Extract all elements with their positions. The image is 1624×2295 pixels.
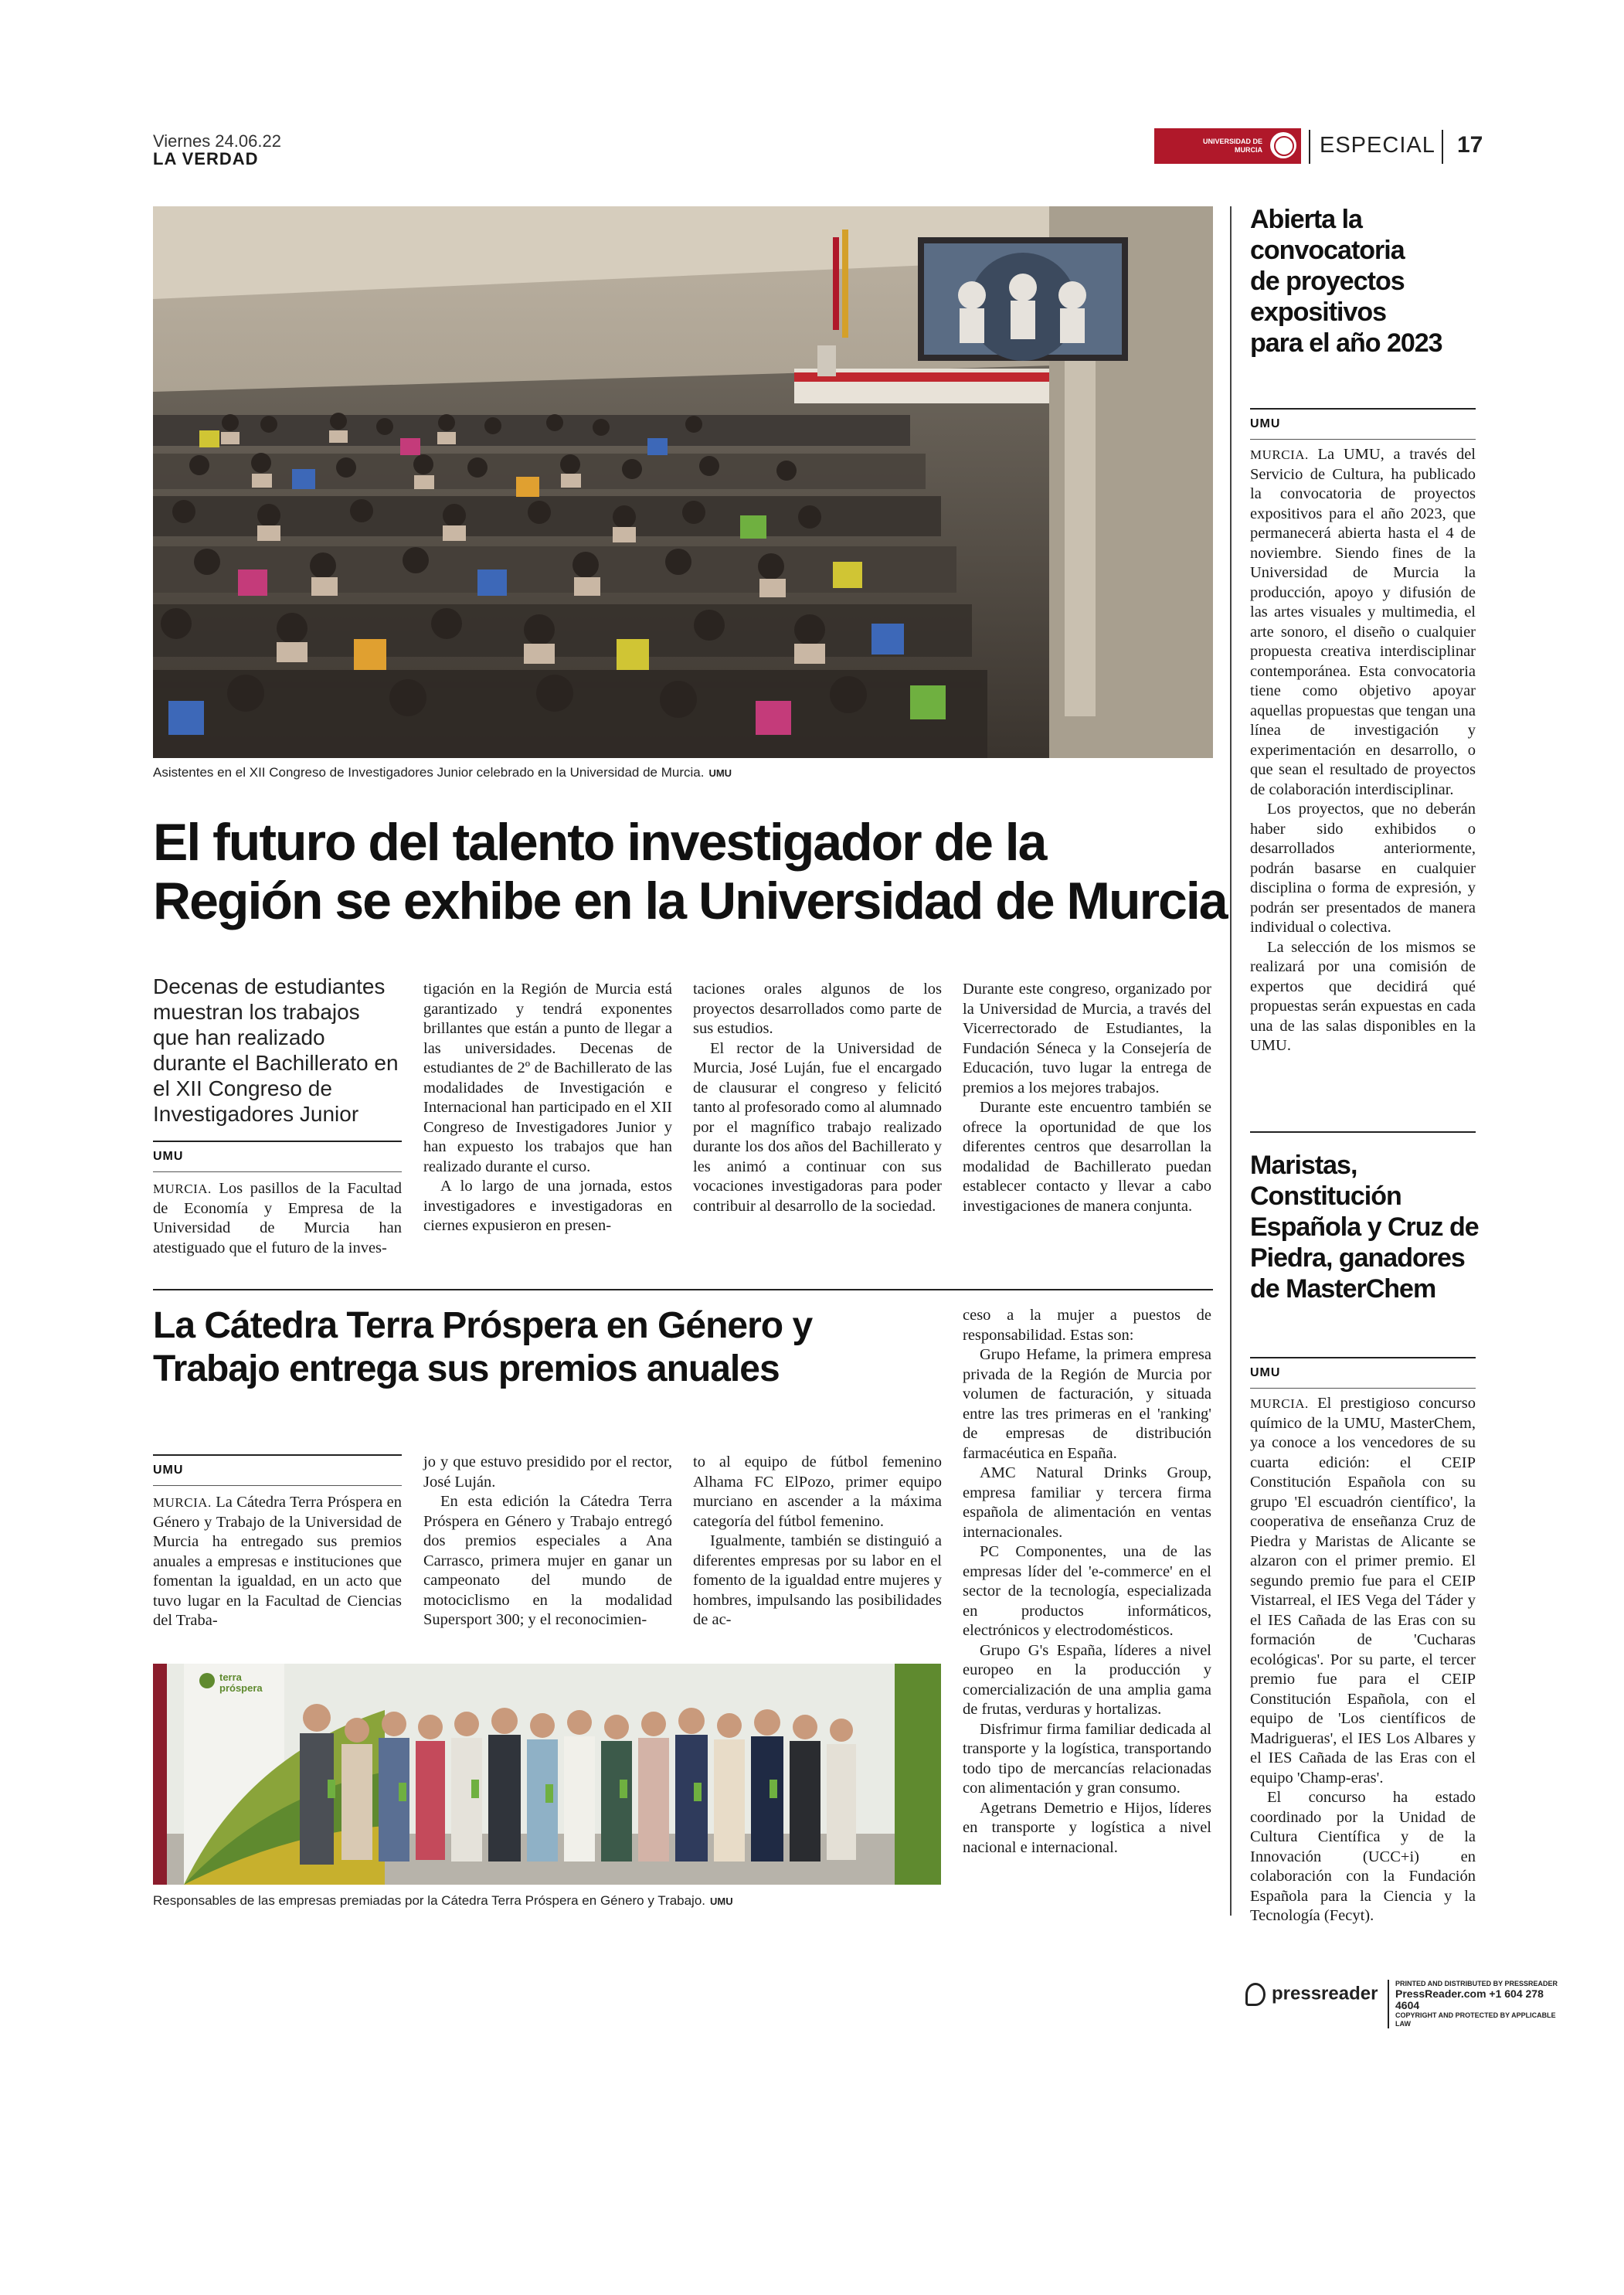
sidebar-headline-1 bbox=[1250, 204, 1528, 359]
sidebar-headline-2 bbox=[1250, 1150, 1528, 1304]
group-photo-caption bbox=[153, 1893, 733, 1909]
byline-rule bbox=[1250, 1357, 1476, 1358]
byline-rule bbox=[1250, 439, 1476, 440]
sidebar1-p1: La UMU, a través del Servicio de Cultura, ha publicado la convocatoria de proyectos expositivos para el año 2023, que permanecerá abierta hasta el 4 de noviembre. Siendo fines de la Universidad de Murcia la producción, apoyo y difusión de las artes visuales y multimedia, el arte sonoro, el diseño o cualquier propuesta creativa interdisciplinar contemporánea. Esta convocatoria tiene como objetivo apoyar aquellas propuestas que tengan una línea de investigación y experimentación en desarrollo, o que sean el resultado de proyectos de colaboración interdisciplinar. bbox=[1250, 446, 1476, 798]
byline-rule bbox=[153, 1171, 402, 1172]
byline-rule bbox=[1250, 408, 1476, 410]
second-col2-p1: jo y que estuvo presidido por el rector, José Luján. bbox=[423, 1454, 672, 1491]
second-headline-line2: Trabajo entrega sus premios anuales bbox=[153, 1348, 780, 1389]
caption-credit: UMU bbox=[708, 767, 732, 779]
sidebar-separator bbox=[1250, 1131, 1476, 1133]
printed-by: PRINTED AND DISTRIBUTED BY PRESSREADER bbox=[1395, 1980, 1558, 1987]
sidebar1-p3: La selección de los mismos se realizará por una comisión de expertos que decidirá qué propuestas serán expuestas en cada una de las salas disponibles en la UMU. bbox=[1250, 938, 1476, 1054]
university-logo-text: UNIVERSIDAD DE MURCIA bbox=[1202, 138, 1262, 154]
main-col2-p2: A lo largo de una jornada, estos investigadores e investigadoras en ciernes expusieron en presen- bbox=[423, 1178, 672, 1234]
main-col4-p2: Durante este encuentro también se ofrece la oportunidad de que los diferentes centros que desarrollan la modalidad de Bachillerato puedan establecer contacto y llevar a cabo investigaciones de manera conjunta. bbox=[963, 1099, 1211, 1215]
header-divider bbox=[1309, 130, 1310, 164]
university-logo bbox=[1154, 128, 1301, 164]
issue-date: Viernes 24.06.22 bbox=[153, 131, 281, 151]
sidebar-byline-1: UMU bbox=[1250, 417, 1281, 430]
award-group-photo bbox=[153, 1664, 941, 1885]
main-byline: UMU bbox=[153, 1150, 184, 1163]
sidebar-headline-2-line: Piedra, ganadores bbox=[1250, 1243, 1465, 1273]
sidebar-headline-2-line: Constitución bbox=[1250, 1182, 1401, 1211]
second-col4-p6: Disfrimur firma familiar dedicada al transporte y la logística, transportando todo tipo de mercancías relacionadas con alimentación y gran consumo. bbox=[963, 1720, 1211, 1797]
second-column-1 bbox=[153, 1493, 402, 1631]
main-col3-p2: El rector de la Universidad de Murcia, José Luján, fue el encargado de clausurar el congreso y felicitó tanto al profesorado como al alumnado por el magnífico trabajo realizado durante los dos años del Bachillerato y les animó a continuar con sus vocaciones investigadoras para poder contribuir al desarrollo de la sociedad. bbox=[693, 1039, 942, 1215]
caption-credit: UMU bbox=[710, 1896, 733, 1907]
byline-rule bbox=[153, 1454, 402, 1456]
sidebar-byline-2: UMU bbox=[1250, 1366, 1281, 1379]
sidebar-article-2-body bbox=[1250, 1394, 1476, 1926]
main-headline-line1: El futuro del talento investigador de la bbox=[153, 813, 1046, 872]
main-column-1 bbox=[153, 1179, 402, 1258]
sidebar-headline-2-line: Española y Cruz de bbox=[1250, 1212, 1479, 1242]
main-column-2 bbox=[423, 980, 672, 1236]
sidebar-divider bbox=[1230, 206, 1232, 1916]
second-col4-p7: Agetrans Demetrio e Hijos, líderes en transporte y logística a nivel nacional e internacional. bbox=[963, 1799, 1211, 1856]
sidebar-headline-2-line: de MasterChem bbox=[1250, 1274, 1436, 1304]
main-col2-p1: tigación en la Región de Murcia está garantizado y tendrá exponentes brillantes que están a punto de llegar a las universidades. Decenas de estudiantes de 2º de Bachillerato de las modalidades de Investigación e Internacional han participado en el XII Congreso de Investigadores Junior y han expuesto los trabajos que han realizado durante el curso. bbox=[423, 981, 672, 1175]
main-col1-p1: Los pasillos de la Facultad de Economía y Empresa de la Universidad de Murcia han atestiguado que el futuro de la inves- bbox=[153, 1180, 403, 1256]
main-photo-caption bbox=[153, 765, 732, 780]
university-seal-icon bbox=[1270, 132, 1296, 158]
pressreader-info bbox=[1388, 1980, 1561, 2028]
second-column-2 bbox=[423, 1453, 672, 1630]
caption-text: Responsables de las empresas premiadas por la Cátedra Terra Próspera en Género y Trabajo. bbox=[153, 1893, 706, 1908]
second-column-3 bbox=[693, 1453, 942, 1630]
second-column-4 bbox=[963, 1306, 1211, 1858]
dateline: MURCIA. bbox=[153, 1495, 212, 1510]
byline-rule bbox=[153, 1141, 402, 1142]
pressreader-site-phone[interactable]: PressReader.com +1 604 278 4604 bbox=[1395, 1987, 1544, 2011]
pressreader-brand: pressreader bbox=[1272, 1983, 1378, 2004]
header-divider bbox=[1442, 130, 1443, 164]
second-col3-p2: Igualmente, también se distinguió a diferentes empresas por su labor en el fomento de la igualdad entre mujeres y hombres, impulsando las posibilidades de ac- bbox=[693, 1532, 942, 1628]
sidebar2-p1: El prestigioso concurso químico de la UMU, MasterChem, ya conoce a los vencedores de su cuarta edición: el CEIP Constitución Española con su grupo 'El escuadrón científico', la cooperativa de enseñanza Cruz de Piedra y Maristas de Alicante se alzaron con el primer premio. El segundo premio fue para el CEIP Vistarreal, el IES Vega del Táder y el IES Cañada de las Eras con su formación de 'Cucharas ecológicas'. Por su parte, el tercer premio fue para el CEIP Constitución Española, con el equipo de 'Los científicos de Madrigueras', el IES Los Albares y el IES Cañada de las Eras con el equipo 'Champ-eras'. bbox=[1250, 1395, 1476, 1787]
sidebar-headline-1-line: para el año 2023 bbox=[1250, 328, 1442, 358]
sidebar1-p2: Los proyectos, que no deberán haber sido exhibidos o desarrollados anteriormente, podrán basarse en cualquier disciplina o forma de expresión, y podrán ser presentados de manera individual o colectiva. bbox=[1250, 801, 1476, 936]
second-col2-p2: En esta edición la Cátedra Terra Próspera en Género y Trabajo entregó dos premios especiales a Ana Carrasco, primera mujer en ganar un campeonato del mundo de motociclismo en la modalidad Supersport 300; y el reconocimien- bbox=[423, 1493, 672, 1628]
second-col4-p2: Grupo Hefame, la primera empresa privada de la Región de Murcia por volumen de facturación, y situada entre las tres primeras en el 'ranking' de empresas de distribución farmacéutica en España. bbox=[963, 1346, 1211, 1462]
dateline: MURCIA. bbox=[153, 1182, 212, 1196]
banner-text-2: próspera bbox=[219, 1682, 263, 1694]
sidebar-headline-1-line: expositivos bbox=[1250, 298, 1387, 327]
second-headline-line1: La Cátedra Terra Próspera en Género y bbox=[153, 1305, 813, 1346]
main-headline-line2: Región se exhibe en la Universidad de Murcia bbox=[153, 872, 1227, 930]
second-col4-p1: ceso a la mujer a puestos de responsabilidad. Estas son: bbox=[963, 1307, 1211, 1344]
pressreader-logo[interactable] bbox=[1245, 1983, 1378, 2006]
auditorium-photo bbox=[153, 206, 1213, 758]
dateline: MURCIA. bbox=[1250, 1396, 1309, 1411]
second-col4-p5: Grupo G's España, líderes a nivel europeo en la producción y comercialización de una amplia gama de frutas, verduras y hortalizas. bbox=[963, 1641, 1211, 1718]
page-number: 17 bbox=[1457, 132, 1483, 158]
second-byline: UMU bbox=[153, 1464, 184, 1477]
pressreader-icon bbox=[1245, 1983, 1266, 2006]
main-col4-p1: Durante este congreso, organizado por la Universidad de Murcia, a través del Vicerrectorado de Estudiantes, la Fundación Séneca y la Consejería de Educación, tuvo lugar la entrega de premios a los mejores trabajos. bbox=[963, 981, 1211, 1096]
main-col3-p1: taciones orales algunos de los proyectos desarrollados como parte de sus estudios. bbox=[693, 981, 942, 1037]
section-label: ESPECIAL bbox=[1320, 133, 1435, 158]
section-divider bbox=[153, 1289, 1213, 1290]
second-col4-p3: AMC Natural Drinks Group, empresa familiar y tercera firma española de alimentación en ventas internacionales. bbox=[963, 1464, 1211, 1541]
dateline: MURCIA. bbox=[1250, 447, 1309, 462]
byline-rule bbox=[153, 1485, 402, 1486]
sidebar-headline-1-line: convocatoria bbox=[1250, 236, 1405, 265]
sidebar-article-1-body bbox=[1250, 445, 1476, 1056]
second-headline bbox=[153, 1304, 956, 1391]
sidebar-headline-1-line: Abierta la bbox=[1250, 205, 1362, 234]
main-headline bbox=[153, 813, 1235, 930]
main-deck: Decenas de estudiantes muestran los trabajos que han realizado durante el Bachillerato en el XII Congreso de Investigadores Junior bbox=[153, 974, 399, 1126]
sidebar-headline-2-line: Maristas, bbox=[1250, 1151, 1357, 1180]
second-col1-p1: La Cátedra Terra Próspera en Género y Trabajo de la Universidad de Murcia ha entregado sus premios anuales a empresas e instituciones que fomentan la igualdad, en un acto que tuvo lugar en la Facultad de Ciencias del Traba- bbox=[153, 1494, 403, 1629]
main-column-3 bbox=[693, 980, 942, 1216]
sidebar-headline-1-line: de proyectos bbox=[1250, 267, 1405, 296]
second-col4-p4: PC Componentes, una de las empresas líder del 'e-commerce' en el sector de la tecnología, especializada en productos informáticos, electrónicos y electrodomésticos. bbox=[963, 1543, 1211, 1639]
caption-text: Asistentes en el XII Congreso de Investigadores Junior celebrado en la Universidad de Murcia. bbox=[153, 765, 705, 780]
newspaper-name: LA VERDAD bbox=[153, 149, 259, 168]
sidebar2-p2: El concurso ha estado coordinado por la Unidad de Cultura Científica y de la Innovación (UCC+i) en colaboración con la Fundación Española para la Ciencia y la Tecnología (Fecyt). bbox=[1250, 1789, 1476, 1924]
copyright-notice: COPYRIGHT AND PROTECTED BY APPLICABLE LAW bbox=[1395, 2011, 1556, 2028]
second-col3-p1: to al equipo de fútbol femenino Alhama FC ElPozo, primer equipo murciano en ascender a la máxima categoría del fútbol femenino. bbox=[693, 1454, 942, 1530]
main-column-4 bbox=[963, 980, 1211, 1216]
banner-text-1: terra bbox=[219, 1671, 242, 1683]
byline-rule bbox=[1250, 1388, 1476, 1389]
